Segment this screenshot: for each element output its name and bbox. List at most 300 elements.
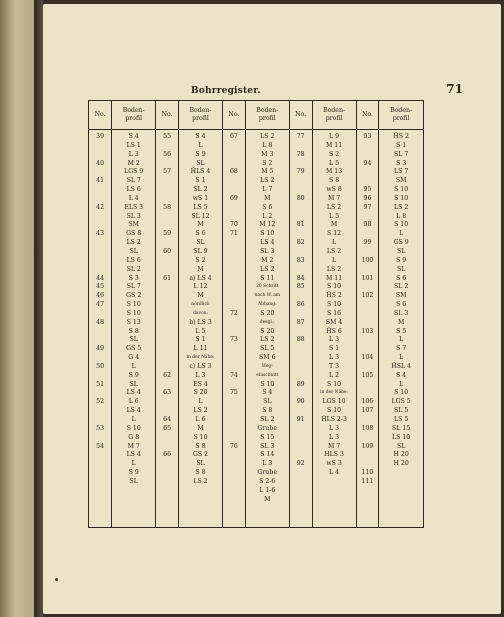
facing-page-edge [0,0,34,617]
no-column [356,130,379,528]
bohr-number [357,451,379,460]
page-speck [55,578,58,581]
bohr-number [89,451,111,460]
bohr-number [290,213,312,222]
bohr-number [156,142,178,151]
bohr-number [290,389,312,398]
bodenprofil-entry: L 5 [329,159,340,167]
bodenprofil-entry: S 6 [396,301,407,309]
col-header-no [89,101,112,130]
bohr-number [223,248,245,257]
bodenprofil-entry: SM 6 [259,354,276,362]
bodenprofil-entry: LS 2 [193,407,208,415]
bodenprofil-entry: S 8 [195,442,206,450]
bohr-number: 53 [96,424,105,432]
bodenprofil-entry: L 6 [195,416,206,423]
bodenprofil-entry: LGS 5 [391,398,411,406]
bohr-number: 64 [163,416,172,423]
bodenprofil-entry: ĤS 2 [393,133,409,140]
bohr-number [156,319,178,328]
bohr-number [156,354,178,363]
col-header-text: No. [94,111,106,118]
bodenprofil-entry: GS 2 [126,292,142,300]
bohr-number [290,328,312,337]
bodenprofil-entry: S 9 [195,150,206,158]
bohr-number [89,186,111,195]
bohr-number: 103 [361,327,374,335]
table-body-row [89,130,423,528]
no-column [223,130,246,528]
bodenprofil-entry: S 6 [195,230,206,238]
col-header-text: No. [228,111,240,118]
bohr-number [290,425,312,434]
col-header-text: No. [295,111,307,118]
bodenprofil-entry: GS 9 [393,239,409,247]
bodenprofil-entry: S 8 [195,469,206,477]
bodenprofil-entry: S 20 [260,327,275,335]
bodenprofil-entry: L 3 [329,354,340,362]
bodenprofil-entry: S 16 [327,309,342,317]
bodenprofil-entry: S 20 [260,309,275,317]
bohr-number: 82 [296,239,305,247]
bodenprofil-entry: L 3 [329,424,340,432]
bohr-number [156,407,178,416]
bohr-number [223,257,245,266]
bohr-number [156,398,178,407]
book-page [43,4,501,614]
bohr-number: 106 [361,398,374,406]
bohr-number [290,469,312,478]
bodenprofil-entry: SL [196,159,205,167]
bohr-number: 102 [361,292,374,300]
bohr-number [223,363,245,372]
page-number: 71 [446,82,463,96]
bodenprofil-entry: S 8 [328,177,340,185]
bodenprofil-entry: S 2 [262,159,273,167]
bodenprofil-entry: L [332,239,337,247]
bohr-number [290,186,312,195]
col-header-profil [245,101,289,130]
bodenprofil-entry: H 20 [393,460,409,468]
bohr-number [357,283,379,292]
bohr-number [89,336,111,345]
bodenprofil-entry: L [198,398,203,406]
bohr-number [89,310,111,319]
bodenprofil-entry: SL 12 [191,212,210,220]
bodenprofil-entry: LGS 10 [322,398,346,406]
bodenprofil-entry: davon: [193,310,208,316]
bodenprofil-entry: SL 3 [394,309,409,317]
register-table-frame [88,100,424,528]
bodenprofil-entry: S 1 [396,141,407,149]
bohr-number [357,363,379,372]
bodenprofil-entry: SL [129,477,138,485]
bodenprofil-entry: G 4 [128,354,140,362]
bohr-number [156,257,178,266]
bohr-number [357,434,379,443]
bodenprofil-entry: L 5 [195,327,206,335]
bohr-number: 46 [96,292,105,300]
bohr-number [156,195,178,204]
bodenprofil-entry: wS 8 [326,186,342,194]
bodenprofil-entry: ĤS 2 [326,292,342,300]
bodenprofil-entry: b) LS 3 [189,318,212,326]
bohr-number [156,213,178,222]
bohr-number [223,416,245,425]
bodenprofil-entry: desgl.: [259,319,275,325]
bohr-number [156,221,178,230]
bodenprofil-entry: S 7 [396,345,407,353]
bodenprofil-entry: SL [396,265,406,273]
bohr-number: 51 [96,380,105,388]
bohr-number [357,310,379,319]
col-header-text: Boden- profil [122,107,145,122]
bohr-number: 56 [163,150,172,158]
bohr-number [223,301,245,310]
bodenprofil-entry: L [198,141,203,149]
bodenprofil-entry: SM [395,292,407,300]
bodenprofil-entry: H 20 [393,451,409,459]
bodenprofil-entry: LGS 9 [124,168,144,176]
bodenprofil-entry: M 12 [259,221,276,229]
bodenprofil-entry: M 13 [325,168,343,176]
bohr-number: 47 [96,301,105,309]
bodenprofil-entry: LS 2 [326,265,342,273]
bohr-number [357,301,379,310]
bodenprofil-entry: S 10 [327,407,342,415]
bohr-number [156,239,178,248]
bodenprofil-entry: L 12 [193,283,208,291]
bohr-number: 104 [361,354,374,362]
bohr-number: 71 [229,230,238,238]
bodenprofil-entry: L [131,362,136,370]
bohr-number [290,451,312,460]
bohr-number: 98 [363,221,372,229]
bohr-number [89,328,111,337]
bohr-number: 81 [296,221,305,229]
bodenprofil-entry: Grube [257,424,278,432]
bodenprofil-entry: L 5 [329,212,340,220]
bohr-number [89,372,111,381]
bohr-number [89,354,111,363]
bohr-number [290,372,312,381]
bodenprofil-entry: 20 Schritt [256,284,279,290]
bodenprofil-entry: S 8 [262,407,273,415]
bodenprofil-entry: S 10 [394,186,409,194]
bohr-number: 89 [296,380,305,388]
bodenprofil-entry: SL 3 [260,247,275,255]
bohr-number [357,248,379,257]
bohr-number: 54 [96,442,105,450]
bohr-number [223,460,245,469]
bohr-number: 108 [361,424,374,432]
bodenprofil-entry: L 7 [262,186,273,194]
bodenprofil-entry: LS 2 [260,336,275,344]
no-column [156,130,179,528]
bodenprofil-entry: M 7 [327,442,341,450]
bodenprofil-entry: M 11 [325,274,343,282]
bohr-number: 67 [229,133,238,140]
running-title: Bohrregister. [191,86,261,96]
bohr-number [290,310,312,319]
bohr-number [290,478,312,487]
bodenprofil-entry: S 10 [327,301,342,309]
bodenprofil-entry: ES 4 [193,380,208,388]
bohr-number: 83 [296,256,305,264]
bohr-number: 94 [363,159,372,167]
bohr-number: 97 [363,203,372,211]
bodenprofil-entry: M [197,292,204,300]
bodenprofil-entry: S 10 [126,301,141,309]
bodenprofil-entry: Weg- [261,363,273,369]
bohr-number [223,160,245,169]
bohr-number [89,434,111,443]
bohr-number: 68 [229,168,238,176]
bodenprofil-entry: S 3 [128,274,139,282]
profil-column [379,130,423,528]
bohr-number [357,416,379,425]
bodenprofil-entry: S 10 [394,194,409,202]
col-header-text: Boden- profil [189,107,212,122]
bohr-number: 74 [229,371,238,379]
bohr-number: 110 [361,469,374,477]
bodenprofil-entry: GS 8 [126,230,142,238]
bodenprofil-entry: M 3 [261,150,274,158]
bodenprofil-entry: L 1-6 [259,486,276,494]
bohr-number [223,407,245,416]
bodenprofil-entry: SL [129,247,138,255]
bohr-number [156,292,178,301]
bodenprofil-entry: LS 4 [260,239,275,247]
bodenprofil-entry: GS 2 [192,451,209,459]
bohr-number [223,345,245,354]
bodenprofil-entry: M 7 [327,194,341,202]
bohr-number [357,230,379,239]
bodenprofil-entry: nördlich [191,302,210,308]
bodenprofil-entry: M 2 [127,159,140,167]
bodenprofil-entry: S 12 [327,230,342,238]
bodenprofil-entry: SL 7 [126,283,141,291]
bohr-number: 79 [296,168,305,176]
bohr-number [156,381,178,390]
bohr-number [223,177,245,186]
bodenprofil-entry: L 8 [262,141,273,149]
bohr-number: 41 [96,177,105,185]
bohr-number [89,151,111,160]
bohr-number: 84 [296,274,305,282]
bodenprofil-entry: S 9 [128,371,139,379]
bodenprofil-entry: M [264,194,271,202]
bodenprofil-entry: HLS 3 [324,451,344,459]
no-column [289,130,312,528]
bohr-number: 69 [229,194,238,202]
bohr-number [223,328,245,337]
bodenprofil-entry: S 4 [262,389,273,397]
col-header-profil [312,101,356,130]
bodenprofil-entry: S 10 [260,380,275,388]
bohr-number [290,363,312,372]
bodenprofil-entry: SM 4 [325,318,343,326]
bodenprofil-entry: L 3 [329,336,340,344]
bohr-number: 61 [163,274,172,282]
bohr-number [89,213,111,222]
bohr-number: 75 [229,389,238,397]
bodenprofil-entry: LS 10 [392,433,411,441]
bohr-number [290,177,312,186]
bohr-number: 100 [361,256,374,264]
no-column [89,130,112,528]
bohr-number: 85 [296,283,305,291]
bohr-number: 78 [296,150,305,158]
bodenprofil-entry: SL [129,336,138,344]
bohr-number [156,460,178,469]
bodenprofil-entry: L 2 [329,371,340,379]
bodenprofil-entry: SL [196,460,205,468]
bodenprofil-entry: SM [128,221,139,229]
bodenprofil-entry: S 4 [195,133,206,140]
bodenprofil-entry: L 9 [329,133,340,140]
bodenprofil-entry: M 2 [261,256,274,264]
bohr-number [357,168,379,177]
bohr-number [223,354,245,363]
bodenprofil-entry: LS 5 [394,416,409,423]
bohr-number [357,319,379,328]
bodenprofil-entry: L 3 [195,371,206,379]
bohr-number: 107 [361,407,374,415]
col-header-text: Boden- profil [256,107,279,122]
bodenprofil-entry: LS 6 [126,186,141,194]
bohr-number [290,230,312,239]
bohr-number [89,389,111,398]
bodenprofil-entry: L [399,380,404,388]
bohr-number [89,142,111,151]
col-header-profil [112,101,156,130]
bodenprofil-entry: G 8 [128,433,140,441]
bohr-number [156,186,178,195]
col-header-no [223,101,246,130]
bodenprofil-entry: in der Nähe: [186,355,215,361]
bodenprofil-entry: wS 1 [192,194,209,202]
bodenprofil-entry: SL [396,247,406,255]
bohr-number: 43 [96,230,105,238]
bodenprofil-entry: L [332,256,337,264]
bodenprofil-entry: M [397,318,405,326]
bodenprofil-entry: S 10 [193,433,208,441]
profil-column [178,130,222,528]
bodenprofil-entry: L 3 [329,433,340,441]
bohr-number: 58 [163,203,172,211]
bodenprofil-entry: einschnitt [256,372,279,378]
bohr-number [290,443,312,452]
bohr-number: 105 [361,371,374,379]
bohr-number: 42 [96,203,105,211]
bohr-number [156,336,178,345]
bodenprofil-entry: L 3 [262,460,273,468]
bodenprofil-entry: SL [129,380,138,388]
col-header-profil [379,101,423,130]
profil-column [112,130,156,528]
bodenprofil-entry: Grube [257,469,278,477]
bohr-number [156,283,178,292]
bodenprofil-entry: S 2-6 [259,477,276,485]
bohr-number [290,345,312,354]
bohr-number: 87 [296,318,305,326]
profil-column [245,130,289,528]
bohr-number: 55 [163,133,172,140]
col-header-text: No. [161,111,173,118]
bodenprofil-entry: L 4 [128,194,139,202]
bohr-number: 39 [96,133,105,140]
bodenprofil-entry: S 2 [195,256,206,264]
bodenprofil-entry: LS 2 [394,203,409,211]
bohr-number [223,398,245,407]
bodenprofil-entry: L [131,460,136,468]
bodenprofil-entry: ĤLS 2-3 [321,416,347,423]
bodenprofil-entry: SL 7 [394,150,409,158]
bohr-number: 66 [163,451,172,459]
bodenprofil-entry: S 13 [126,318,141,326]
bodenprofil-entry: GS 5 [126,345,142,353]
bodenprofil-entry: SL 9 [193,247,208,255]
bohr-number [223,204,245,213]
bodenprofil-entry: ELS 3 [124,203,144,211]
bohr-number [89,168,111,177]
bodenprofil-entry: S 1 [328,345,340,353]
col-header-profil [178,101,222,130]
bodenprofil-entry: SL 5 [394,407,409,415]
bohr-number: 45 [96,283,105,291]
bodenprofil-entry: S 5 [396,327,407,335]
bohr-number [156,177,178,186]
bodenprofil-entry: LS 2 [260,133,275,140]
bohr-number [357,460,379,469]
bohr-number [357,389,379,398]
bohr-number: 95 [363,186,372,194]
bohr-number [357,151,379,160]
col-header-no [356,101,379,130]
bodenprofil-entry: SL 15 [392,424,411,432]
bodenprofil-entry: a) LS 4 [189,274,212,282]
bodenprofil-entry: S 9 [128,469,139,477]
bohr-number [223,451,245,460]
bohr-number: 70 [229,221,238,229]
bohr-number [156,266,178,275]
bohr-number: 111 [361,477,374,485]
bodenprofil-entry: L 11 [193,345,208,353]
bodenprofil-entry: L 4 [329,469,340,477]
bodenprofil-entry: L [131,416,136,423]
bohr-number [223,283,245,292]
bohr-number [290,434,312,443]
bohr-number [156,310,178,319]
bodenprofil-entry: SL 2 [126,265,141,273]
bodenprofil-entry: ĤLS 4 [190,168,211,176]
bodenprofil-entry: S 4 [128,133,139,140]
bodenprofil-entry: S 11 [260,274,275,282]
bodenprofil-entry: LS 4 [126,389,141,397]
bodenprofil-entry: M 11 [325,141,343,149]
bohr-number [156,328,178,337]
bohr-number [89,416,111,425]
bodenprofil-entry: S 10 [394,389,409,397]
bohr-number: 40 [96,159,105,167]
bodenprofil-entry: S 6 [396,274,407,282]
bodenprofil-entry: SL 3 [260,442,275,450]
bodenprofil-entry: in der Nähe: [320,390,349,396]
bodenprofil-entry: LS 4 [126,407,141,415]
bohr-number: 77 [296,133,305,140]
bodenprofil-entry: M [264,495,271,503]
